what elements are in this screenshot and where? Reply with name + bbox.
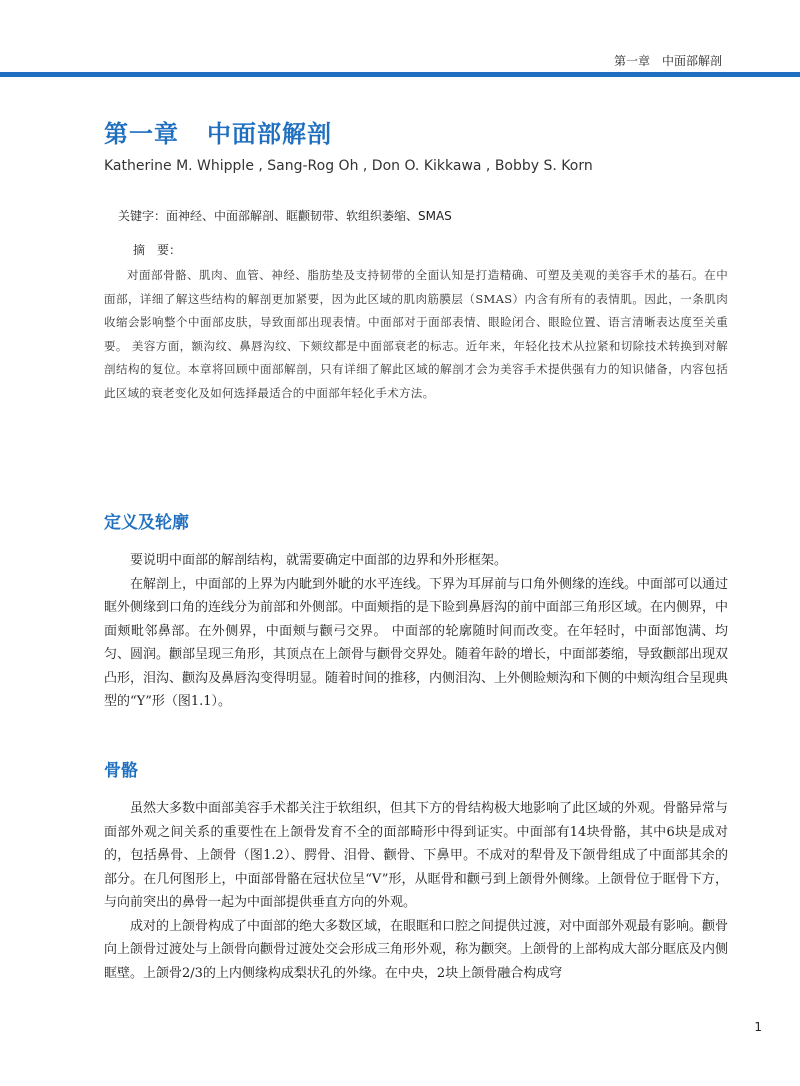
page-number: 1 <box>754 1020 762 1034</box>
abstract-body: 对面部骨骼、肌肉、血管、神经、脂肪垫及支持韧带的全面认知是打造精确、可塑及美观的美容手术的基石。在中面部，详细了解这些结构的解剖更加紧要，因为此区域的肌肉筋膜层（SMAS）内含有所有的表情肌。因此，一条肌肉收缩会影响整个中面部皮肤，导致面部出现表情。中面部对于面部表情、眼睑闭合、眼睑位置、语言清晰表达度至关重要。 美容方面，额沟纹、鼻唇沟纹、下颏纹都是中面部衰老的标志。近年来，年轻化技术从拉紧和切除技术转换到对解剖结构的复位。本章将回顾中面部解剖，只有详细了解此区域的解剖才会为美容手术提供强有力的知识储备，内容包括此区域的衰老变化及如何选择最适合的中面部年轻化手术方法。 <box>104 268 728 400</box>
paragraph: 在解剖上，中面部的上界为内眦到外眦的水平连线。下界为耳屏前与口角外侧缘的连线。中面部可以通过眶外侧缘到口角的连线分为前部和外侧部。中面颊指的是下睑到鼻唇沟的前中面部三角形区域。在内侧界，中面颊毗邻鼻部。在外侧界，中面颊与颧弓交界。 中面部的轮廓随时间而改变。在年轻时，中面部饱满、均匀、圆润。颧部呈现三角形，其顶点在上颌骨与颧骨交界处。随着年龄的增长，中面部萎缩，导致颧部出现双凸形，泪沟、颧沟及鼻唇沟变得明显。随着时间的推移，内侧泪沟、上外侧睑颊沟和下侧的中颊沟组合呈现典型的“Y”形（图1.1）。 <box>104 576 729 709</box>
abstract-label: 摘 要： <box>133 243 182 257</box>
chapter-number: 第一章 <box>104 120 179 148</box>
section-body-definition <box>104 549 728 714</box>
section-heading-definition: 定义及轮廓 <box>104 513 189 533</box>
chapter-name: 中面部解剖 <box>207 120 332 148</box>
chapter-title <box>104 114 332 149</box>
author-list: Katherine M. Whipple , Sang-Rog Oh , Don O. Kikkawa , Bobby S. Korn <box>104 158 593 174</box>
keywords: 关键字：面神经、中面部解剖、眶颧韧带、软组织萎缩、SMAS <box>118 209 452 223</box>
paragraph: 成对的上颌骨构成了中面部的绝大多数区域，在眼眶和口腔之间提供过渡，对中面部外观最有影响。颧骨向上颌骨过渡处与上颌骨向颧骨过渡处交会形成三角形外观，称为颧突。上颌骨的上部构成大部分眶底及内侧眶壁。上颌骨2/3的上内侧缘构成梨状孔的外缘。在中央，2块上颌骨融合构成穹 <box>104 918 729 981</box>
paragraph: 要说明中面部的解剖结构，就需要确定中面部的边界和外形框架。 <box>130 553 508 568</box>
section-heading-bones: 骨骼 <box>104 761 138 781</box>
header-rule <box>0 72 800 77</box>
section-body-bones <box>104 797 728 985</box>
paragraph: 虽然大多数中面部美容手术都关注于软组织，但其下方的骨结构极大地影响了此区域的外观。骨骼异常与面部外观之间关系的重要性在上颌骨发育不全的面部畸形中得到证实。中面部有14块骨骼，其中6块是成对的，包括鼻骨、上颌骨（图1.2）、腭骨、泪骨、颧骨、下鼻甲。不成对的犁骨及下颌骨组成了中面部其余的部分。在几何图形上，中面部骨骼在冠状位呈“V”形，从眶骨和颧弓到上颌骨外侧缘。上颌骨位于眶骨下方，与向前突出的鼻骨一起为中面部提供垂直方向的外观。 <box>104 801 729 910</box>
running-head: 第一章 中面部解剖 <box>613 54 722 68</box>
